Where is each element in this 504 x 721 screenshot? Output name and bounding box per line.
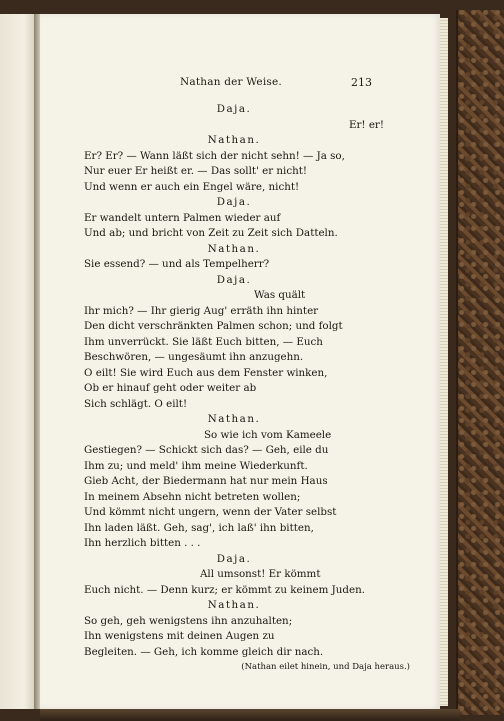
speaker-name: Daja. <box>216 552 252 565</box>
verse-line: Ihn laden läßt. Geh, sag', ich laß' ihn bitten, <box>84 521 314 534</box>
speaker-name: Daja. <box>216 273 252 286</box>
speaker-name: Daja. <box>216 196 252 208</box>
book-cover-bottom <box>40 709 460 721</box>
verse-line: Was quält <box>254 289 306 301</box>
speaker-name: Nathan. <box>207 242 261 255</box>
verse-line: Er wandelt untern Palmen wieder auf <box>84 211 281 224</box>
stage-direction: (Nathan eilet hinein, und Daja heraus.) <box>241 662 410 672</box>
play-text <box>84 102 410 676</box>
speaker-name: Daja. <box>216 103 252 115</box>
verse-line: Ob er hinauf geht oder weiter ab <box>84 382 257 394</box>
verse-line: Euch nicht. — Denn kurz; er kömmt zu keinem Juden. <box>84 583 365 596</box>
verse-line: Er? Er? — Wann läßt sich der nicht sehn! — Ja so, <box>84 149 345 162</box>
verse-line: Und ab; und bricht von Zeit zu Zeit sich Datteln. <box>84 227 338 239</box>
verse-line: Und wenn er auch ein Engel wäre, nicht! <box>84 180 300 193</box>
verse-line: All umsonst! Er kömmt <box>200 568 321 580</box>
speaker-name: Nathan. <box>207 413 261 425</box>
page-header <box>40 76 440 92</box>
verse-line: Den dicht verschränkten Palmen schon; und folgt <box>84 320 343 332</box>
verse-line: Gestiegen? — Schickt sich das? — Geh, eile du <box>84 444 329 456</box>
verse-line: Er! er! <box>348 118 384 131</box>
verse-line: Beschwören, — ungesäumt ihn anzugehn. <box>84 351 304 363</box>
page-number: 213 <box>351 76 372 89</box>
verse-line: Ihn wenigstens mit deinen Augen zu <box>84 630 275 642</box>
page-edges <box>440 18 448 706</box>
running-title: Nathan der Weise. <box>180 76 282 88</box>
book-page <box>40 14 440 709</box>
verse-line: Ihn herzlich bitten . . . <box>84 537 201 549</box>
verse-line: So wie ich vom Kameele <box>204 428 332 441</box>
verse-line: Und kömmt nicht ungern, wenn der Vater selbst <box>84 506 337 518</box>
left-page-edge <box>0 14 35 709</box>
speaker-name: Nathan. <box>207 134 261 146</box>
verse-line: Sie essend? — und als Tempelherr? <box>84 258 270 270</box>
verse-line: So geh, geh wenigstens ihn anzuhalten; <box>84 614 293 627</box>
verse-line: Ihm zu; und meld' ihm meine Wiederkunft. <box>84 459 308 472</box>
book-cover <box>456 10 504 715</box>
verse-line: Nur euer Er heißt er. — Das sollt' er nicht! <box>84 165 308 177</box>
verse-line: O eilt! Sie wird Euch aus dem Fenster winken, <box>84 366 328 379</box>
verse-line: Sich schlägt. O eilt! <box>84 397 188 410</box>
speaker-name: Nathan. <box>207 599 261 611</box>
verse-line: Ihm unverrückt. Sie läßt Euch bitten, — Euch <box>84 335 323 348</box>
verse-line: In meinem Absehn nicht betreten wollen; <box>84 490 301 503</box>
verse-line: Begleiten. — Geh, ich komme gleich dir nach. <box>84 645 324 658</box>
verse-line: Ihr mich? — Ihr gierig Aug' erräth ihn hinter <box>84 304 319 317</box>
verse-line: Gieb Acht, der Biedermann hat nur mein Haus <box>84 475 328 487</box>
